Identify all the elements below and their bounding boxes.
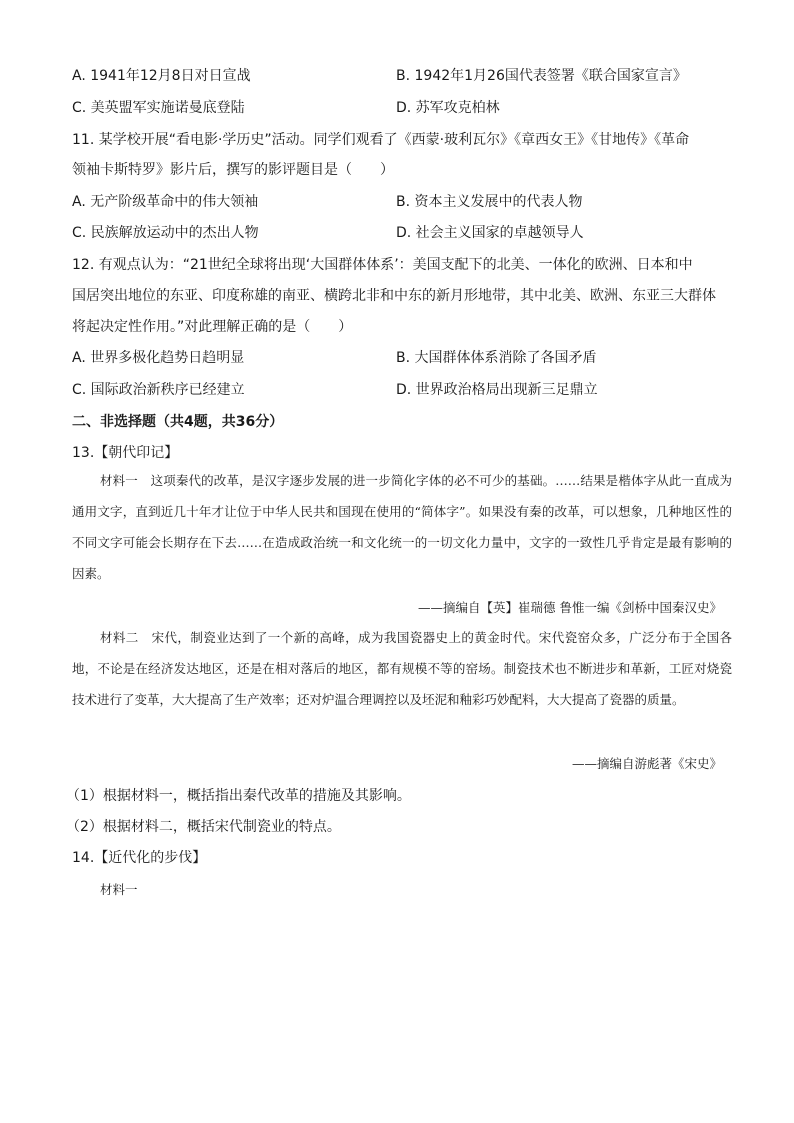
q14-material-1-label: 材料一 xyxy=(100,882,138,897)
q11-option-b[interactable]: B. 资本主义发展中的代表人物 xyxy=(396,194,583,210)
q10-option-a[interactable]: A. 1941年12月8日对日宣战 xyxy=(72,68,251,84)
q12-stem-line-1: 12. 有观点认为：“21世纪全球将出现‘大国群体体系’：美国支配下的北美、一体化的欧洲、日本和中 xyxy=(72,257,693,273)
q13-source-2: ——摘编自游彪著《宋史》 xyxy=(571,756,722,771)
q11-option-d[interactable]: D. 社会主义国家的卓越领导人 xyxy=(396,225,584,241)
q12-option-d[interactable]: D. 世界政治格局出现新三足鼎立 xyxy=(396,382,598,398)
q11-stem-line-2: 领袖卡斯特罗》影片后，撰写的影评题目是（ ） xyxy=(72,162,394,178)
q13-source-1: ——摘编自【英】崔瑞德 鲁惟一编《剑桥中国秦汉史》 xyxy=(418,600,722,615)
q12-option-c[interactable]: C. 国际政治新秩序已经建立 xyxy=(72,382,245,398)
q12-options-row-2 xyxy=(72,380,722,400)
q11-options-row-2 xyxy=(72,223,722,243)
q10-option-b[interactable]: B. 1942年1月26国代表签署《联合国家宣言》 xyxy=(396,68,687,84)
q12-option-a[interactable]: A. 世界多极化趋势日趋明显 xyxy=(72,350,245,366)
q13-material-1: 材料一 这项秦代的改革，是汉字逐步发展的进一步简化字体的必不可少的基础。……结果是楷体字从此一直成为通用文字，直到近几十年才让位于中华人民共和国现在使用的“简体字”。如果没有秦的改革，可以想象，几种地区性的不同文字可能会长期存在下去……在造成政治统一和文化统一的一切文化力量中，文字的一致性几乎肯定是最有影响的因素。 xyxy=(72,473,732,581)
q11-option-c[interactable]: C. 民族解放运动中的杰出人物 xyxy=(72,225,259,241)
q10-options-row-2 xyxy=(72,98,722,118)
q12-option-b[interactable]: B. 大国群体体系消除了各国矛盾 xyxy=(396,350,597,366)
q10-options-row-1 xyxy=(72,66,722,86)
q11-options-row-1 xyxy=(72,192,722,212)
q12-options-row-1 xyxy=(72,348,722,368)
q14-title: 14.【近代化的步伐】 xyxy=(72,850,207,866)
q13-title: 13.【朝代印记】 xyxy=(72,445,179,461)
q13-material-2: 材料二 宋代，制瓷业达到了一个新的高峰，成为我国瓷器史上的黄金时代。宋代瓷窑众多，广泛分布于全国各地，不论是在经济发达地区，还是在相对落后的地区，都有规模不等的窑场。制瓷技术也不断进步和革新，工匠对烧瓷技术进行了变革，大大提高了生产效率；还对炉温合理调控以及坯泥和釉彩巧妙配料，大大提高了瓷器的质量。 xyxy=(72,630,732,707)
q11-option-a[interactable]: A. 无产阶级革命中的伟大领袖 xyxy=(72,194,259,210)
q12-stem-line-3: 将起决定性作用。”对此理解正确的是（ ） xyxy=(72,319,353,335)
q12-stem-line-2: 国居突出地位的东亚、印度称雄的南亚、横跨北非和中东的新月形地带，其中北美、欧洲、东亚三大群体 xyxy=(72,288,716,304)
q11-stem-line-1: 11. 某学校开展“看电影·学历史”活动。同学们观看了《西蒙·玻利瓦尔》《章西女王》《甘地传》《革命 xyxy=(72,132,690,148)
q13-sub-question-1: （1）根据材料一，概括指出秦代改革的措施及其影响。 xyxy=(66,788,411,804)
q10-option-c[interactable]: C. 美英盟军实施诺曼底登陆 xyxy=(72,100,245,116)
q13-sub-question-2: （2）根据材料二，概括宋代制瓷业的特点。 xyxy=(66,819,341,835)
section-2-title: 二、非选择题（共4题，共36分） xyxy=(72,414,284,430)
q10-option-d[interactable]: D. 苏军攻克柏林 xyxy=(396,100,500,116)
